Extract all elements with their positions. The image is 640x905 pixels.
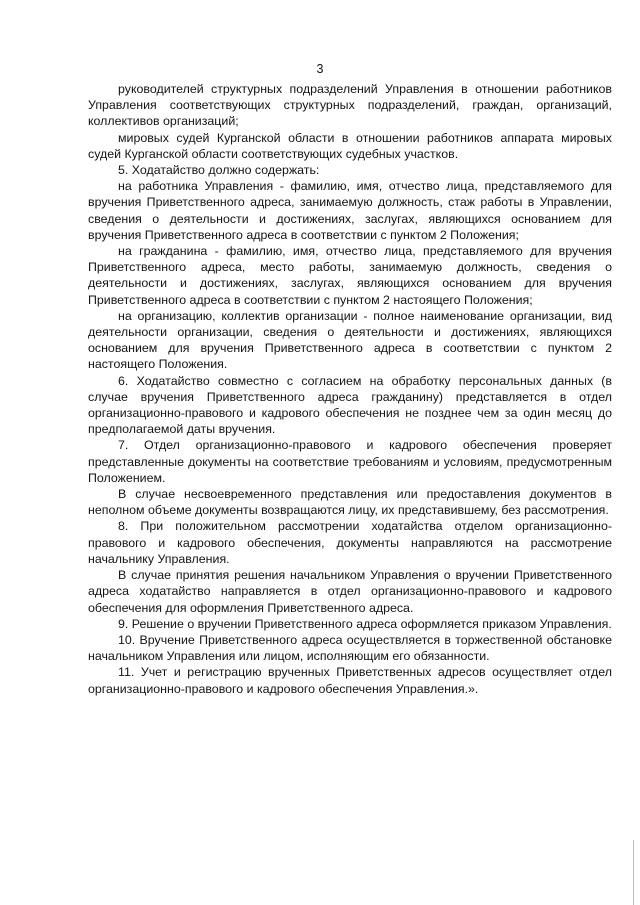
paragraph-item-6: 6. Ходатайство совместно с согласием на обработку персональных данных (в случае вручения Приветственного адреса гражданину) представляется в отдел организационно-правового и кадрового обеспечения не позднее чем за один месяц до предполагаемой даты вручения. xyxy=(88,373,612,437)
paragraph-heads-of-divisions: руководителей структурных подразделений Управления в отношении работников Управления соответствующих структурных подразделений, граждан, организаций, коллективов организаций; xyxy=(88,82,612,129)
paragraph-citizen-requirements: на гражданина - фамилию, имя, отчество лица, представляемого для вручения Приветственного адреса, место работы, занимаемую должность, сведения о деятельности и достижениях, заслугах, являющихся основанием для вручения Приветственного адреса в соответствии с пунктом 2 настоящего Положения; xyxy=(88,244,612,307)
paragraph-organization-requirements: на организацию, коллектив организации - полное наименование организации, вид деятельности организации, сведения о деятельности и достижениях, являющихся основанием для вручения Приветственного адреса в соответствии с пунктом 2 настоящего Положения. xyxy=(88,308,612,372)
paragraph-item-8-decision: В случае принятия решения начальником Управления о вручении Приветственного адреса ходатайство направляется в отдел организационно-правового и кадрового обеспечения для оформления Приветственного адреса. xyxy=(88,568,612,615)
paragraph-item-9: 9. Решение о вручении Приветственного адреса оформляется приказом Управления. xyxy=(118,616,612,631)
paragraph-item-7: 7. Отдел организационно-правового и кадрового обеспечения проверяет представленные документы на соответствие требованиям и условиям, предусмотренным Положением. xyxy=(88,438,612,485)
scan-edge-line xyxy=(633,840,634,905)
paragraph-item-11: 11. Учет и регистрацию врученных Приветственных адресов осуществляет отдел организационно-правового и кадрового обеспечения Управления.». xyxy=(88,665,612,696)
paragraph-item-7-return: В случае несвоевременного представления или предоставления документов в неполном объеме документы возвращаются лицу, их представившему, без рассмотрения. xyxy=(88,487,612,518)
paragraph-magistrates: мировых судей Курганской области в отношении работников аппарата мировых судей Курганской области соответствующих судебных участков. xyxy=(88,130,612,161)
document-body xyxy=(88,81,612,697)
page-number: 3 xyxy=(316,62,324,76)
paragraph-item-5: 5. Ходатайство должно содержать: xyxy=(118,163,320,178)
paragraph-item-8: 8. При положительном рассмотрении ходатайства отделом организационно-правового и кадрового обеспечения, документы направляются на рассмотрение начальнику Управления. xyxy=(88,519,612,566)
paragraph-item-10: 10. Вручение Приветственного адреса осуществляется в торжественной обстановке начальником Управления или лицом, исполняющим его обязанности. xyxy=(88,632,612,664)
paragraph-employee-requirements: на работника Управления - фамилию, имя, отчество лица, представляемого для вручения Приветственного адреса, занимаемую должность, стаж работы в Управлении, сведения о деятельности и достижениях, заслугах, являющихся основанием для вручения Приветственного адреса в соответствии с пунктом 2 Положения; xyxy=(88,179,612,242)
